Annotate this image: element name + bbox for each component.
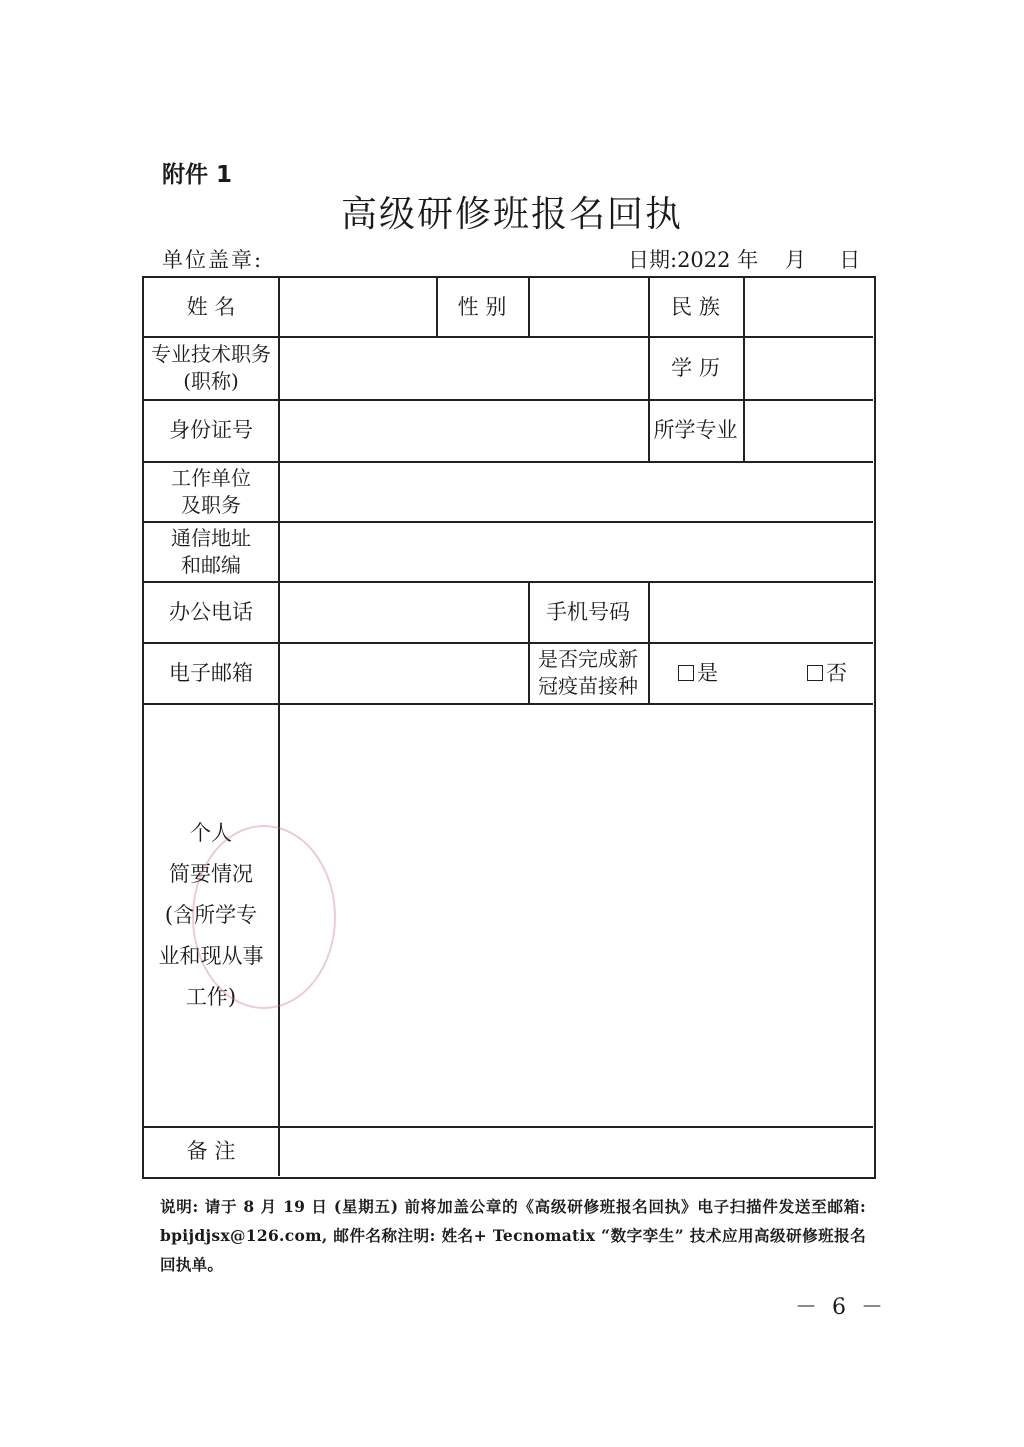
education-label: 学 历 (671, 355, 720, 380)
email-field[interactable] (280, 643, 528, 703)
education-field[interactable] (745, 337, 873, 399)
vaccine-options (650, 643, 873, 703)
faded-seal-stamp (192, 825, 336, 1009)
registration-form-table (142, 276, 876, 1179)
major-field[interactable] (745, 400, 873, 461)
id-number-label: 身份证号 (169, 418, 253, 442)
office-phone-label: 办公电话 (169, 599, 253, 624)
checkbox-icon[interactable] (807, 665, 823, 681)
address-field[interactable] (280, 522, 873, 581)
email-label: 电子邮箱 (169, 660, 253, 685)
date-label: 日期:2022 年 月 日 (628, 248, 861, 272)
page-number: － 6 － (795, 1295, 887, 1320)
ethnicity-label: 民 族 (671, 294, 720, 319)
attachment-label: 附件 1 (162, 162, 233, 188)
office-phone-field[interactable] (280, 582, 528, 642)
ethnicity-field[interactable] (745, 278, 873, 336)
checkbox-icon[interactable] (678, 665, 694, 681)
remarks-field[interactable] (280, 1127, 873, 1176)
major-label: 所学专业 (653, 418, 738, 442)
professional-title-label: 专业技术职务 (职称) (151, 342, 271, 393)
vaccine-yes-option[interactable] (678, 659, 718, 688)
vaccine-label: 是否完成新 冠疫苗接种 (538, 647, 638, 698)
unit-seal-label: 单位盖章: (162, 248, 264, 272)
address-label: 通信地址 和邮编 (171, 525, 251, 577)
gender-label: 性 别 (457, 294, 507, 319)
work-unit-field[interactable] (280, 462, 873, 521)
vaccine-no-option[interactable] (807, 659, 847, 688)
work-unit-label: 工作单位 及职务 (171, 465, 251, 517)
mobile-field[interactable] (650, 582, 873, 642)
id-number-field[interactable] (280, 400, 648, 461)
instructions-note: 说明: 请于 8 月 19 日 (星期五) 前将加盖公章的《高级研修班报名回执》电子扫描件发送至邮箱: bpijdjsx@126.com, 邮件名称注明: 姓名+ Tecnomatix “数字孪生” 技术应用高级研修班报名回执单。 (160, 1197, 866, 1274)
name-field[interactable] (280, 278, 436, 336)
vaccine-no-label: 否 (826, 660, 847, 685)
remarks-label: 备 注 (186, 1139, 236, 1163)
mobile-label: 手机号码 (546, 599, 630, 624)
vaccine-yes-label: 是 (697, 660, 718, 685)
gender-field[interactable] (530, 278, 648, 336)
page-title: 高级研修班报名回执 (340, 194, 683, 235)
name-label: 姓 名 (186, 294, 236, 319)
professional-title-field[interactable] (280, 337, 648, 399)
profile-label: 个人 简要情况 (含所学专 业和现从事 工作) (158, 820, 264, 1009)
profile-field[interactable] (280, 704, 873, 1126)
